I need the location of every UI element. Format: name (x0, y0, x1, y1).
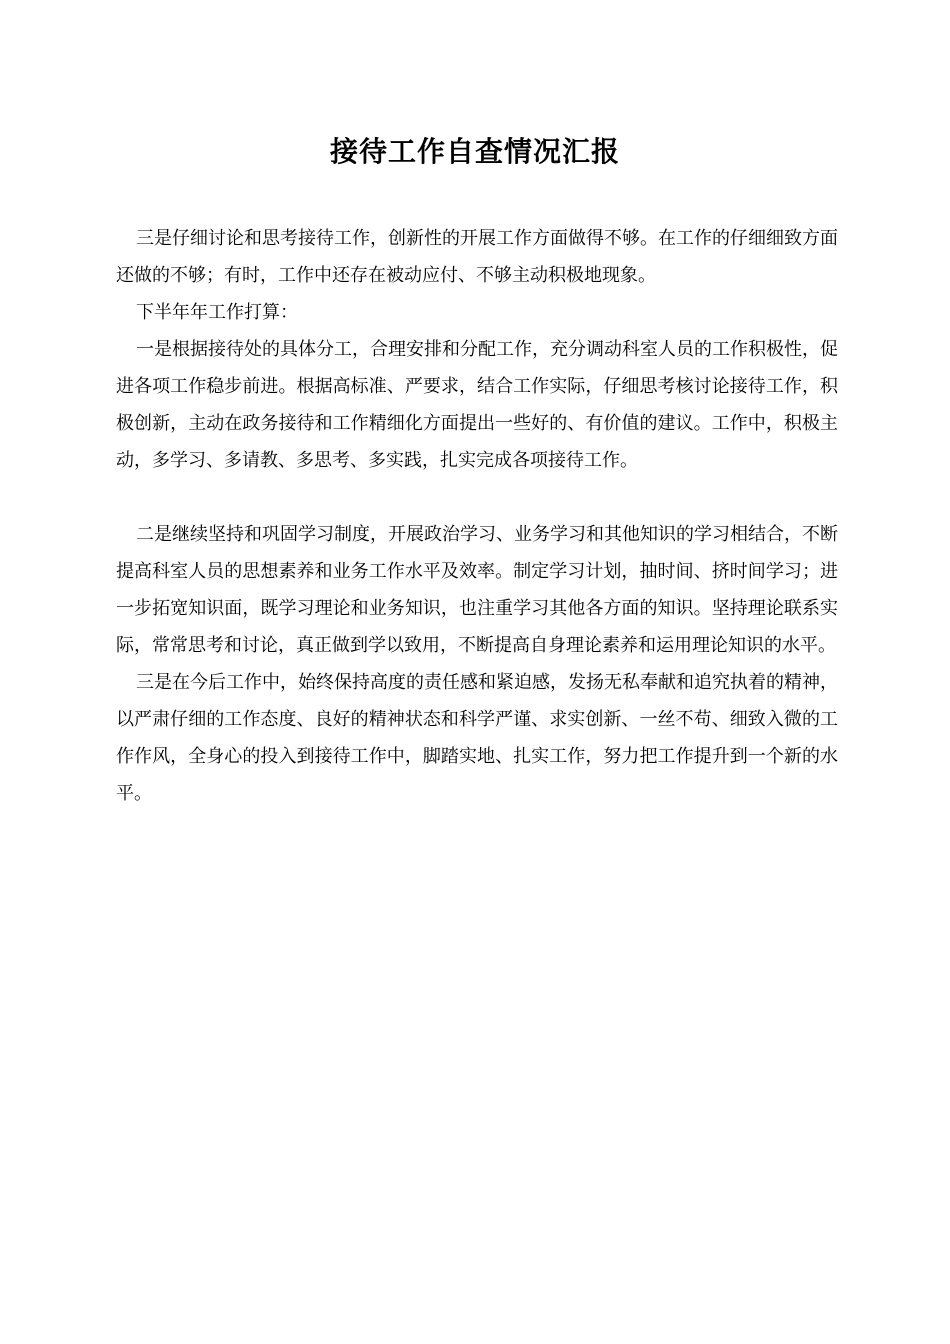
paragraph-self-check-3: 三是仔细讨论和思考接待工作，创新性的开展工作方面做得不够。在工作的仔细细致方面还做的不够；有时，工作中还存在被动应付、不够主动积极地现象。 (116, 228, 838, 286)
paragraph-plan-heading: 下半年年工作打算： (136, 302, 298, 323)
paragraph-plan-3: 三是在今后工作中，始终保持高度的责任感和紧迫感，发扬无私奉献和追究执着的精神，以严肃仔细的工作态度、良好的精神状态和科学严谨、求实创新、一丝不苟、细致入微的工作作风，全身心的投入到接待工作中，脚踏实地、扎实工作，努力把工作提升到一个新的水平。 (116, 672, 838, 804)
paragraph-plan-1: 一是根据接待处的具体分工，合理安排和分配工作，充分调动科室人员的工作积极性，促进各项工作稳步前进。根据高标准、严要求，结合工作实际，仔细思考核讨论接待工作，积极创新，主动在政务接待和工作精细化方面提出一些好的、有价值的建议。工作中，积极主动，多学习、多请教、多思考、多实践，扎实完成各项接待工作。 (116, 339, 838, 471)
document-body (116, 220, 838, 812)
paragraph-plan-2: 二是继续坚持和巩固学习制度，开展政治学习、业务学习和其他知识的学习相结合，不断提高科室人员的思想素养和业务工作水平及效率。制定学习计划，抽时间、挤时间学习；进一步拓宽知识面，既学习理论和业务知识，也注重学习其他各方面的知识。坚持理论联系实际，常常思考和讨论，真正做到学以致用，不断提高自身理论素养和运用理论知识的水平。 (116, 524, 838, 656)
document-title: 接待工作自查情况汇报 (329, 135, 620, 168)
